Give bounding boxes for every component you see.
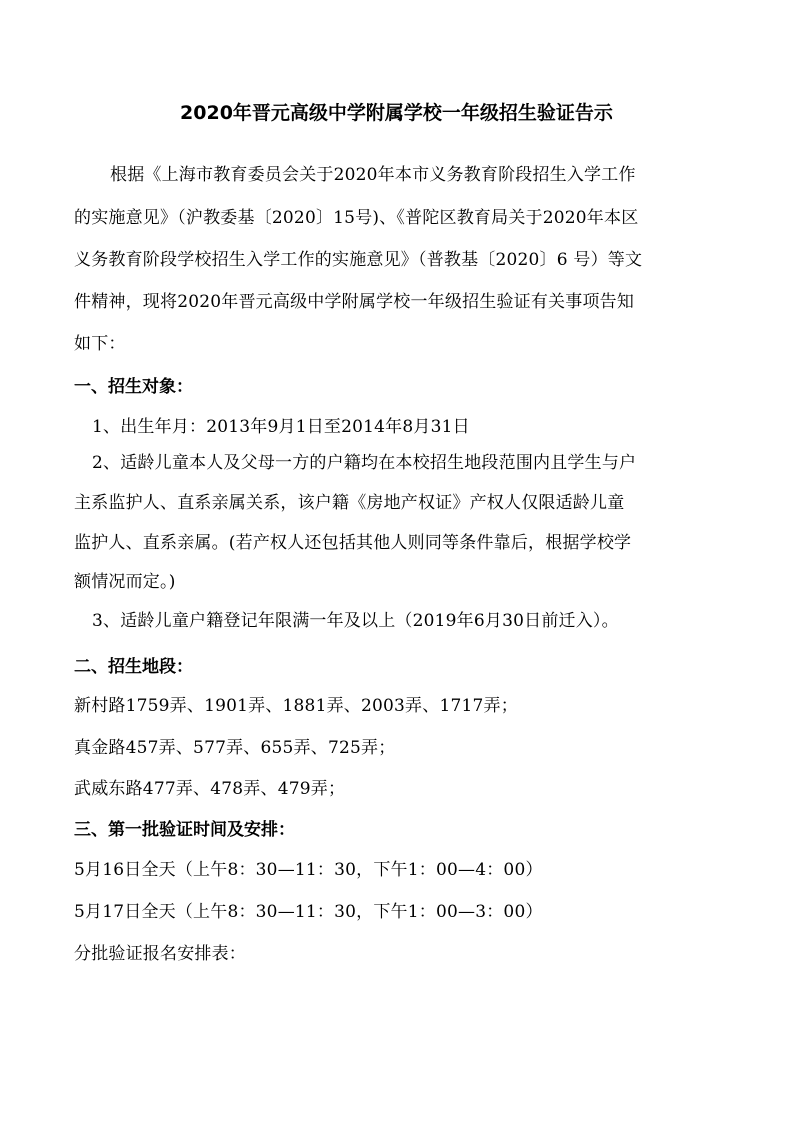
area-road-3: 武威东路477弄、478弄、479弄； [74,779,346,799]
target-item-1: 1、出生年月：2013年9月1日至2014年8月31日 [92,417,470,437]
target-item-2-line-2: 主系监护人、直系亲属关系，该户籍《房地产权证》产权人仅限适龄儿童 [74,493,625,513]
section-heading-enrollment-area: 二、招生地段： [74,657,193,677]
intro-line-4: 件精神，现将2020年晋元高级中学附属学校一年级招生验证有关事项告知 [74,292,635,312]
target-item-2-line-3: 监护人、直系亲属。(若产权人还包括其他人则同等条件靠后，根据学校学 [74,533,632,553]
schedule-day-1: 5月16日全天（上午8：30—11：30，下午1：00—4：00） [74,860,543,880]
schedule-table-label: 分批验证报名安排表： [74,944,246,964]
section-heading-verification-schedule: 三、第一批验证时间及安排： [74,820,295,840]
target-item-2-line-4: 额情况而定。) [74,572,176,592]
area-road-1: 新村路1759弄、1901弄、1881弄、2003弄、1717弄； [74,696,518,716]
section-heading-enrollment-target: 一、招生对象： [74,377,193,397]
area-road-2: 真金路457弄、577弄、655弄、725弄； [74,738,396,758]
schedule-day-2: 5月17日全天（上午8：30—11：30，下午1：00—3：00） [74,902,543,922]
document-title: 2020年晋元高级中学附属学校一年级招生验证告示 [180,102,613,124]
target-item-3: 3、适龄儿童户籍登记年限满一年及以上（2019年6月30日前迁入）。 [92,611,619,631]
intro-line-2: 的实施意见》（沪教委基〔2020〕15号)、《普陀区教育局关于2020年本区 [74,208,639,228]
target-item-2-line-1: 2、适龄儿童本人及父母一方的户籍均在本校招生地段范围内且学生与户 [92,453,637,473]
intro-line-5: 如下： [74,334,126,354]
intro-line-1: 根据《上海市教育委员会关于2020年本市义务教育阶段招生入学工作 [110,165,636,185]
intro-line-3: 义务教育阶段学校招生入学工作的实施意见》（普教基〔2020〕6 号）等文 [74,250,643,270]
